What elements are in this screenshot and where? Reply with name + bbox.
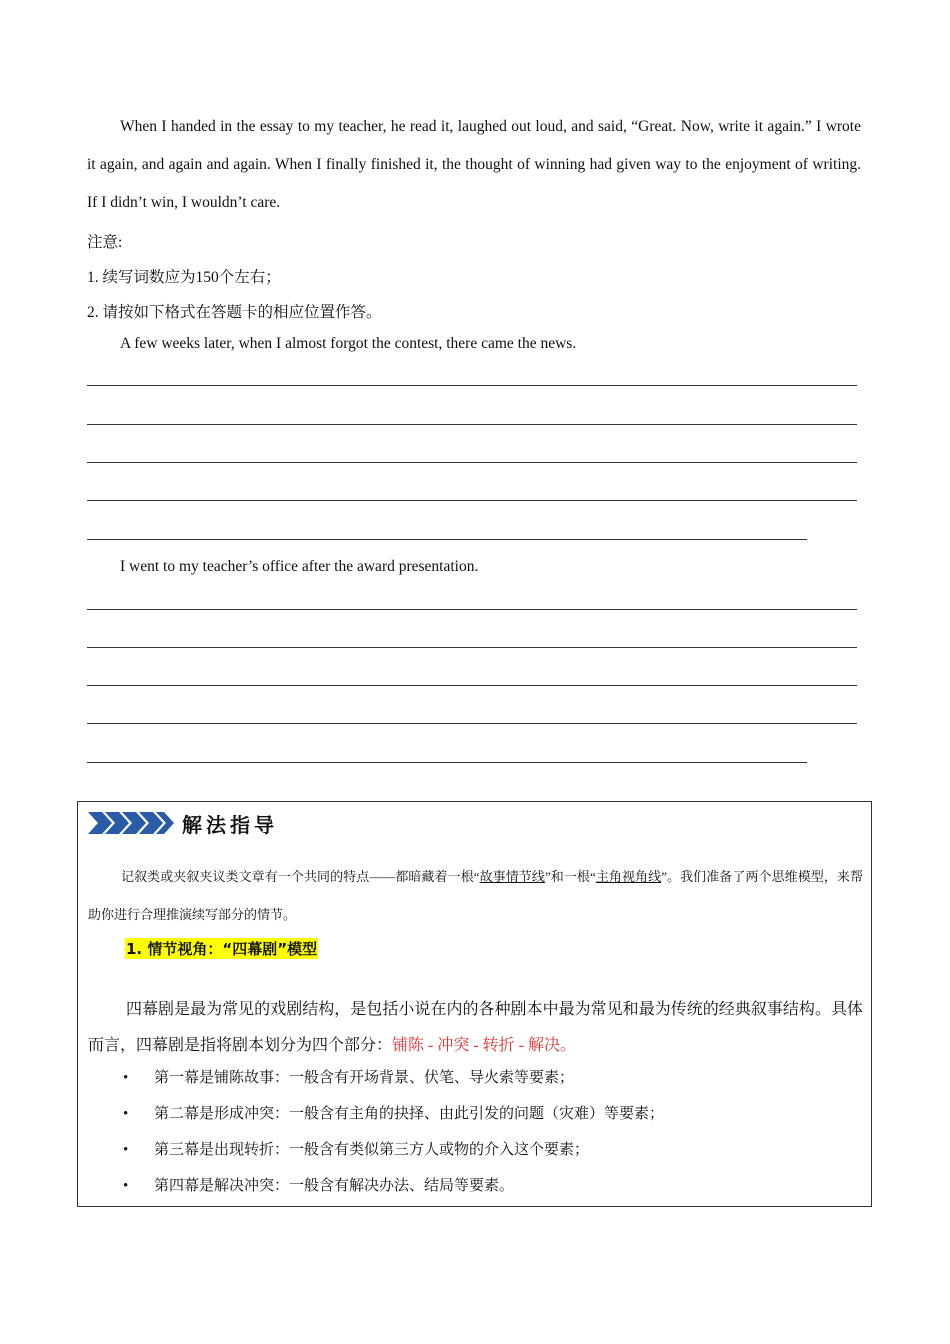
story-paragraph: When I handed in the essay to my teacher, he read it, laughed out loud, and said, “Great. Now, write it again.” I wrote it again, and again and again. When I finally finished it, the thought of winning had given way to the enjoyment of writing. If I didn’t win, I wouldn’t care. (87, 118, 861, 211)
list-item (123, 1060, 664, 1096)
answer-line[interactable] (87, 647, 857, 648)
prompt-2: I went to my teacher’s office after the award presentation. (120, 558, 479, 575)
intro-text: ”和一根“ (544, 869, 596, 884)
bullet-icon: • (123, 1142, 129, 1158)
intro-text: ”。我们准备了两个思维模型，来帮助你进行合理推演续写部分的情节。 (88, 869, 863, 922)
intro-text: 记叙类或夹叙夹议类文章有一个共同的特点——都暗藏着一根“ (121, 869, 480, 884)
answer-line[interactable] (87, 462, 857, 463)
prompt-1: A few weeks later, when I almost forgot the contest, there came the news. (120, 335, 577, 352)
answer-line[interactable] (87, 762, 807, 763)
list-item (123, 1132, 664, 1168)
answer-line[interactable] (87, 424, 857, 425)
act-list (123, 1060, 664, 1204)
list-item-text: 第一幕是铺陈故事：一般含有开场背景、伏笔、导火索等要素； (154, 1070, 575, 1086)
list-item (123, 1096, 664, 1132)
body-text: 四幕剧是最为常见的戏剧结构，是包括小说在内的各种剧本中最为常见和最为传统的经典叙事结构。具体而言，四幕剧是指将剧本划分为四个部分： (88, 1001, 863, 1054)
note-1: 1. 续写词数应为150个左右； (87, 269, 281, 286)
bullet-icon: • (123, 1070, 129, 1086)
guide-banner (88, 808, 278, 838)
section-heading: 1. 情节视角：“四幕剧”模型 (126, 940, 318, 958)
guide-box (77, 801, 872, 1207)
answer-line[interactable] (87, 539, 807, 540)
answer-line[interactable] (87, 685, 857, 686)
guide-intro (88, 858, 863, 934)
bullet-icon: • (123, 1106, 129, 1122)
list-item-text: 第二幕是形成冲突：一般含有主角的抉择、由此引发的问题（灾难）等要素； (154, 1106, 665, 1122)
four-act-description (88, 992, 863, 1064)
list-item-text: 第三幕是出现转折：一般含有类似第三方人或物的介入这个要素； (154, 1142, 590, 1158)
list-item-text: 第四幕是解决冲突：一般含有解决办法、结局等要素。 (154, 1178, 515, 1194)
note-label: 注意: (87, 234, 123, 251)
four-act-sequence: 铺陈 - 冲突 - 转折 - 解决。 (392, 1037, 577, 1054)
chevron-arrows-icon (88, 810, 174, 836)
answer-line[interactable] (87, 500, 857, 501)
guide-title: 解法指导 (182, 812, 278, 837)
answer-line[interactable] (87, 385, 857, 386)
answer-line[interactable] (87, 609, 857, 610)
perspective-line-term: 主角视角线 (595, 869, 662, 884)
list-item (123, 1168, 664, 1204)
bullet-icon: • (123, 1178, 129, 1194)
answer-line[interactable] (87, 723, 857, 724)
note-2: 2. 请按如下格式在答题卡的相应位置作答。 (87, 304, 382, 321)
plot-line-term: 故事情节线 (479, 869, 545, 884)
